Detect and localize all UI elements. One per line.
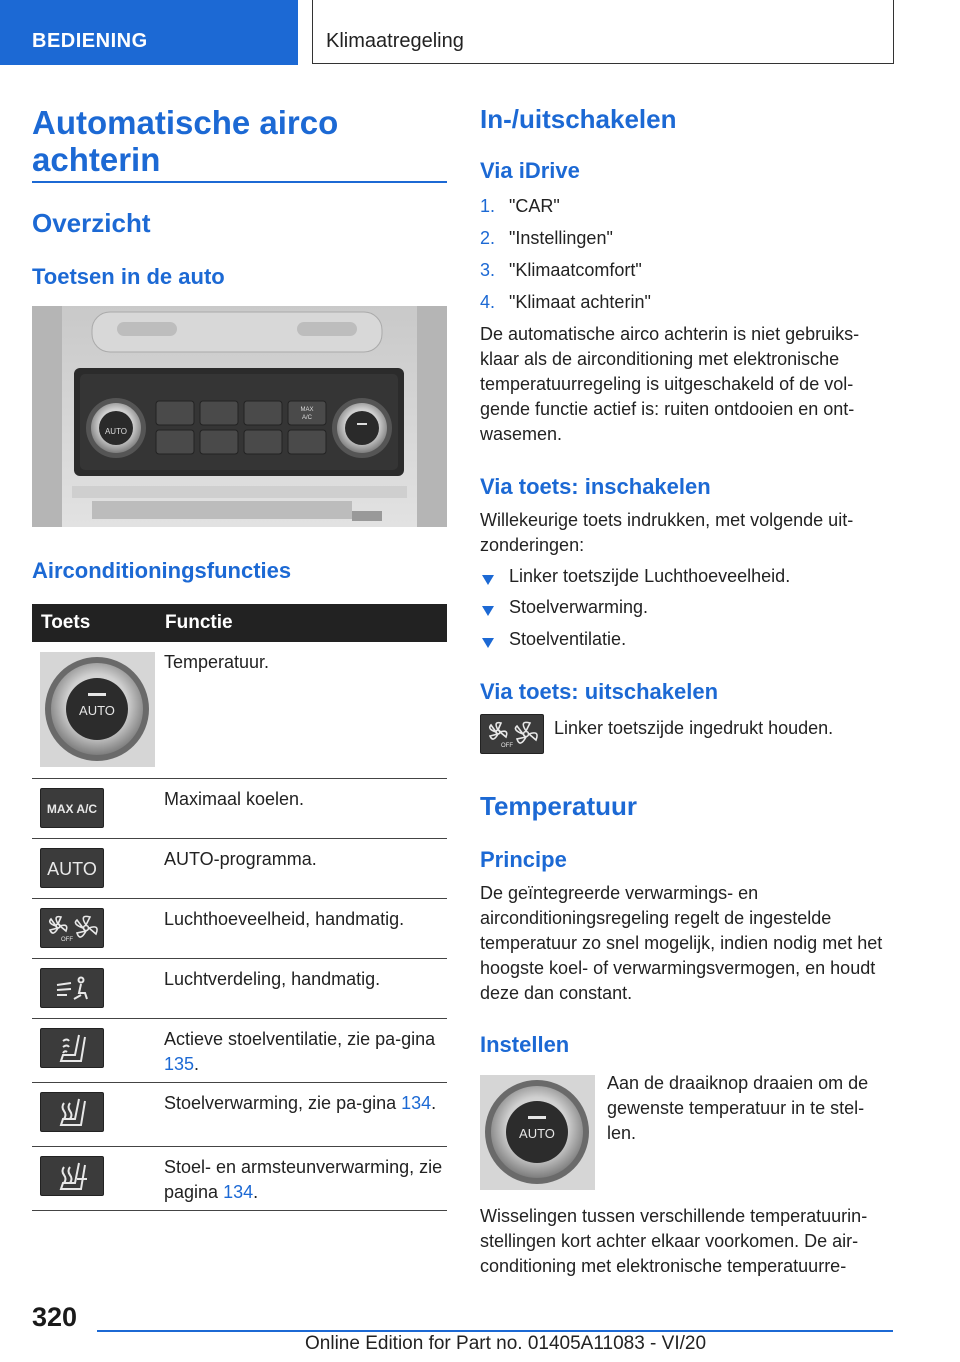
function-text: Luchtverdeling, handmatig.: [164, 968, 381, 989]
table-row: [32, 958, 447, 1018]
function-text: AUTO-programma.: [164, 848, 317, 869]
auto-knob-label: AUTO: [79, 703, 115, 718]
functions-table: [32, 604, 447, 1211]
table-header-row: [32, 604, 447, 642]
table-header-function: Functie: [155, 604, 447, 642]
auto-knob-icon: [40, 652, 155, 767]
fan-off-icon: [40, 908, 104, 948]
seat-ventilation-icon: [40, 1028, 104, 1068]
max-ac-icon: [40, 788, 104, 828]
step-number: 2.: [480, 228, 496, 248]
list-item: Stoelventilatie.: [509, 629, 627, 649]
function-text: Maximaal koelen.: [164, 788, 305, 809]
table-row: [32, 838, 447, 898]
svg-text:MAX: MAX: [300, 407, 314, 413]
switch-off-heading: Via toets: uitschakelen: [480, 679, 719, 704]
buttons-heading: Toetsen in de auto: [32, 264, 225, 289]
title-rule: [32, 181, 447, 183]
air-distribution-icon: [40, 968, 104, 1008]
page-number: 320: [32, 1302, 78, 1332]
idrive-paragraph: De automatische airco achterin is niet gebruiks-klaar als de airconditioning met elektronische temperatuurregeling is uitgeschakeld of de vol-gende functie actief is: ruiten ontdooien en ont-wasemen.: [480, 324, 860, 444]
page-link[interactable]: 135: [164, 1053, 195, 1074]
idrive-heading: Via iDrive: [480, 158, 580, 183]
list-item: "CAR": [509, 196, 560, 216]
bullet-icon: [482, 606, 494, 616]
svg-text:AUTO: AUTO: [519, 1126, 555, 1141]
auto-knob-icon: [480, 1075, 595, 1190]
step-number: 1.: [480, 196, 496, 216]
bullet-icon: [482, 575, 494, 585]
function-text: Luchthoeveelheid, handmatig.: [164, 908, 405, 929]
table-row: Actieve stoelventilatie, zie pa-gina 135.: [32, 1018, 447, 1082]
switch-on-paragraph: Willekeurige toets indrukken, met volgende uit-zonderingen:: [480, 510, 854, 555]
fan-off-key-icon: [480, 714, 544, 754]
chapter-label: Klimaatregeling: [326, 30, 464, 52]
page-title: Automatische airco achterin: [32, 104, 339, 178]
table-row: [32, 778, 447, 838]
function-text: Stoelverwarming, zie pa-gina: [164, 1092, 402, 1113]
function-text: Actieve stoelventilatie, zie pa-gina: [164, 1028, 436, 1049]
control-panel-photo: [32, 306, 447, 527]
functions-heading: Airconditioningsfuncties: [32, 558, 292, 583]
seat-heating-icon: [40, 1092, 104, 1132]
principle-heading: Principe: [480, 847, 567, 872]
table-row: [32, 642, 447, 778]
step-number: 4.: [480, 292, 496, 312]
page-link[interactable]: 134: [401, 1092, 432, 1113]
set-heading: Instellen: [480, 1032, 570, 1057]
overview-heading: Overzicht: [32, 208, 151, 238]
svg-text:AUTO: AUTO: [47, 858, 97, 879]
switch-on-heading: Via toets: inschakelen: [480, 474, 711, 499]
section-label: BEDIENING: [32, 30, 148, 52]
footer-rule: [97, 1330, 893, 1332]
list-item: Linker toetszijde Luchthoeveelheid.: [509, 566, 791, 586]
svg-text:A/C: A/C: [301, 415, 313, 421]
list-item: "Instellingen": [509, 228, 613, 248]
page-link[interactable]: 134: [223, 1181, 254, 1202]
principle-paragraph: De geïntegreerde verwarmings- en airconditioningsregeling regelt de ingestelde temperatuur zo snel mogelijk, indien nodig met het hoogste koel- of verwarmingsvermogen, en houdt deze dan constant.: [480, 883, 883, 1003]
switch-paragraph: Wisselingen tussen verschillende temperatuurin-stellingen kort achter elkaar voorkomen. De air-conditioning met elektronische temperatuurre-: [480, 1206, 868, 1276]
list-item: "Klimaat achterin": [509, 292, 651, 312]
switch-off-text: Linker toetszijde ingedrukt houden.: [554, 718, 834, 738]
svg-text:AUTO: AUTO: [104, 427, 128, 436]
footer-edition: Online Edition for Part no. 01405A11083 - VI/20: [305, 1333, 707, 1354]
chapter-tab: [312, 0, 894, 64]
seat-armrest-heating-icon: [40, 1156, 104, 1196]
table-row: [32, 898, 447, 958]
svg-text:MAX A/C: MAX A/C: [46, 801, 98, 816]
step-number: 3.: [480, 260, 496, 280]
table-row: Stoelverwarming, zie pa-gina 134.: [32, 1082, 447, 1146]
function-text: Temperatuur.: [164, 652, 270, 672]
table-header-key: Toets: [32, 604, 155, 642]
svg-text:OFF: OFF: [61, 936, 73, 943]
auto-button-icon: [40, 848, 104, 888]
table-row: Stoel- en armsteunverwarming, zie pagina 134.: [32, 1146, 447, 1210]
set-paragraph: Aan de draaiknop draaien om de gewenste temperatuur in te stel-len.: [607, 1073, 869, 1143]
temperature-heading: Temperatuur: [480, 791, 637, 821]
list-item: "Klimaatcomfort": [509, 260, 642, 280]
function-text: Stoel- en armsteunverwarming, zie pagina: [164, 1156, 443, 1202]
onoff-heading: In-/uitschakelen: [480, 104, 677, 134]
svg-text:OFF: OFF: [501, 743, 513, 749]
bullet-icon: [482, 638, 494, 648]
section-tab: [0, 0, 298, 65]
list-item: Stoelverwarming.: [509, 597, 649, 617]
